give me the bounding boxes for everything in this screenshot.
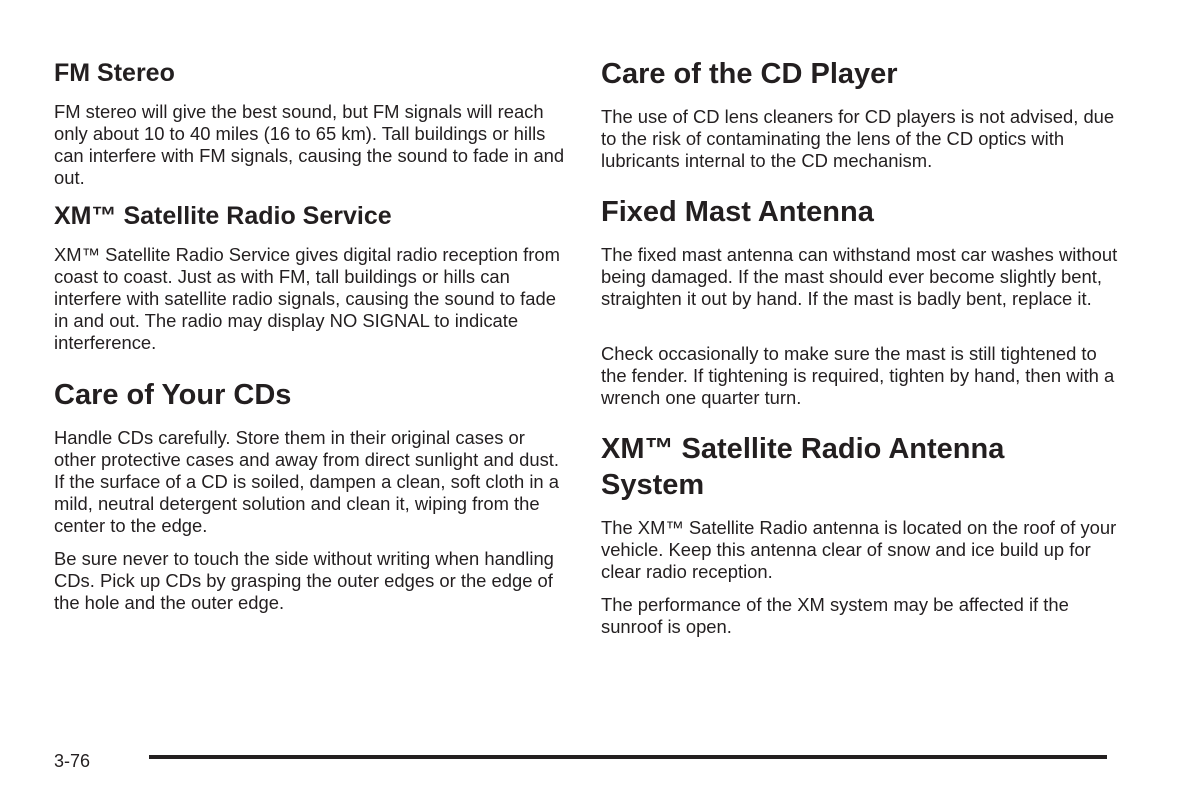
page-number: 3-76 [54,751,91,771]
xm-service-text: XM™ Satellite Radio Service gives digital radio reception from coast to coast. Just as with FM, tall buildings or hills can interfere with satellite radio signals, causing the sound to fade in and out. The radio may display NO SIGNAL to indicate interference. [54,244,560,353]
footer-rule [149,755,1107,759]
fm-stereo-text: FM stereo will give the best sound, but FM signals will reach only about 10 to 40 miles (16 to 65 km). Tall buildings or hills can interfere with FM signals, causing the sound to fade in and out. [54,101,565,188]
fixed-mast-text-1: The fixed mast antenna can withstand most car washes without being damaged. If the mast should ever become slightly bent, straighten it out by hand. If the mast is badly bent, replace it. [601,244,1118,309]
xm-antenna-text-2: The performance of the XM system may be affected if the sunroof is open. [601,594,1069,637]
fm-stereo-heading: FM Stereo [54,59,175,87]
care-cd-player-heading: Care of the CD Player [601,58,898,90]
care-cds-heading: Care of Your CDs [54,379,292,411]
fixed-mast-heading: Fixed Mast Antenna [601,196,874,228]
fixed-mast-text-2: Check occasionally to make sure the mast is still tightened to the fender. If tightening is required, tighten by hand, then with a wrench one quarter turn. [601,343,1115,408]
xm-service-heading: XM™ Satellite Radio Service [54,202,392,230]
care-cds-text-2: Be sure never to touch the side without writing when handling CDs. Pick up CDs by grasping the outer edges or the edge of the hole and the outer edge. [54,548,554,613]
care-cds-text-1: Handle CDs carefully. Store them in their original cases or other protective cases and away from direct sunlight and dust. If the surface of a CD is soiled, dampen a clean, soft cloth in a mild, neutral detergent solution and clean it, wiping from the center to the edge. [54,427,559,536]
xm-antenna-heading: XM™ Satellite Radio Antenna System [601,433,1005,501]
care-cd-player-text: The use of CD lens cleaners for CD players is not advised, due to the risk of contaminating the lens of the CD optics with lubricants internal to the CD mechanism. [601,106,1115,171]
xm-antenna-text-1: The XM™ Satellite Radio antenna is located on the roof of your vehicle. Keep this antenna clear of snow and ice build up for clear radio reception. [601,517,1117,582]
